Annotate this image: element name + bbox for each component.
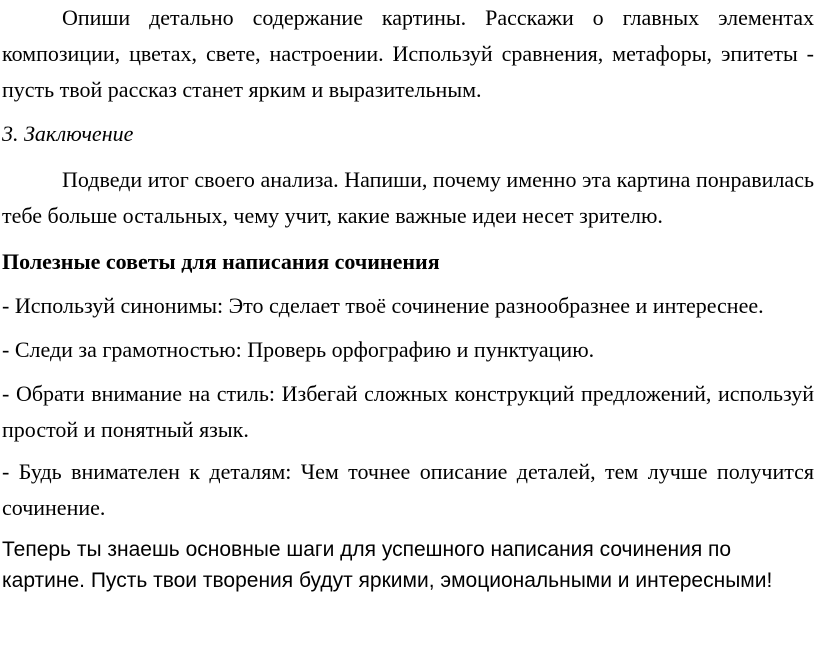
tip-item-synonyms: - Используй синонимы: Это сделает твоё сочинение разнообразнее и интереснее. xyxy=(2,293,764,318)
tip-item-style: - Обрати внимание на стиль: Избегай сложных конструкций предложений, используй простой и понятный язык. xyxy=(2,381,814,442)
conclusion-paragraph: Подведи итог своего анализа. Напиши, почему именно эта картина понравилась тебе больше остальных, чему учит, какие важные идеи несет зрителю. xyxy=(2,167,814,228)
description-paragraph: Опиши детально содержание картины. Расскажи о главных элементах композиции, цветах, свете, настроении. Используй сравнения, метафоры, эпитеты - пусть твой рассказ станет ярким и выразительным. xyxy=(2,5,814,102)
tips-heading: Полезные советы для написания сочинения xyxy=(2,249,440,274)
tip-item-details: - Будь внимателен к деталям: Чем точнее описание деталей, тем лучше получится сочинение. xyxy=(2,459,814,520)
closing-paragraph: Теперь ты знаешь основные шаги для успешного написания сочинения по картине. Пусть твои творения будут яркими, эмоциональными и интересными! xyxy=(2,538,773,592)
tip-item-grammar: - Следи за грамотностью: Проверь орфографию и пунктуацию. xyxy=(2,337,595,362)
conclusion-heading: 3. Заключение xyxy=(2,121,134,146)
